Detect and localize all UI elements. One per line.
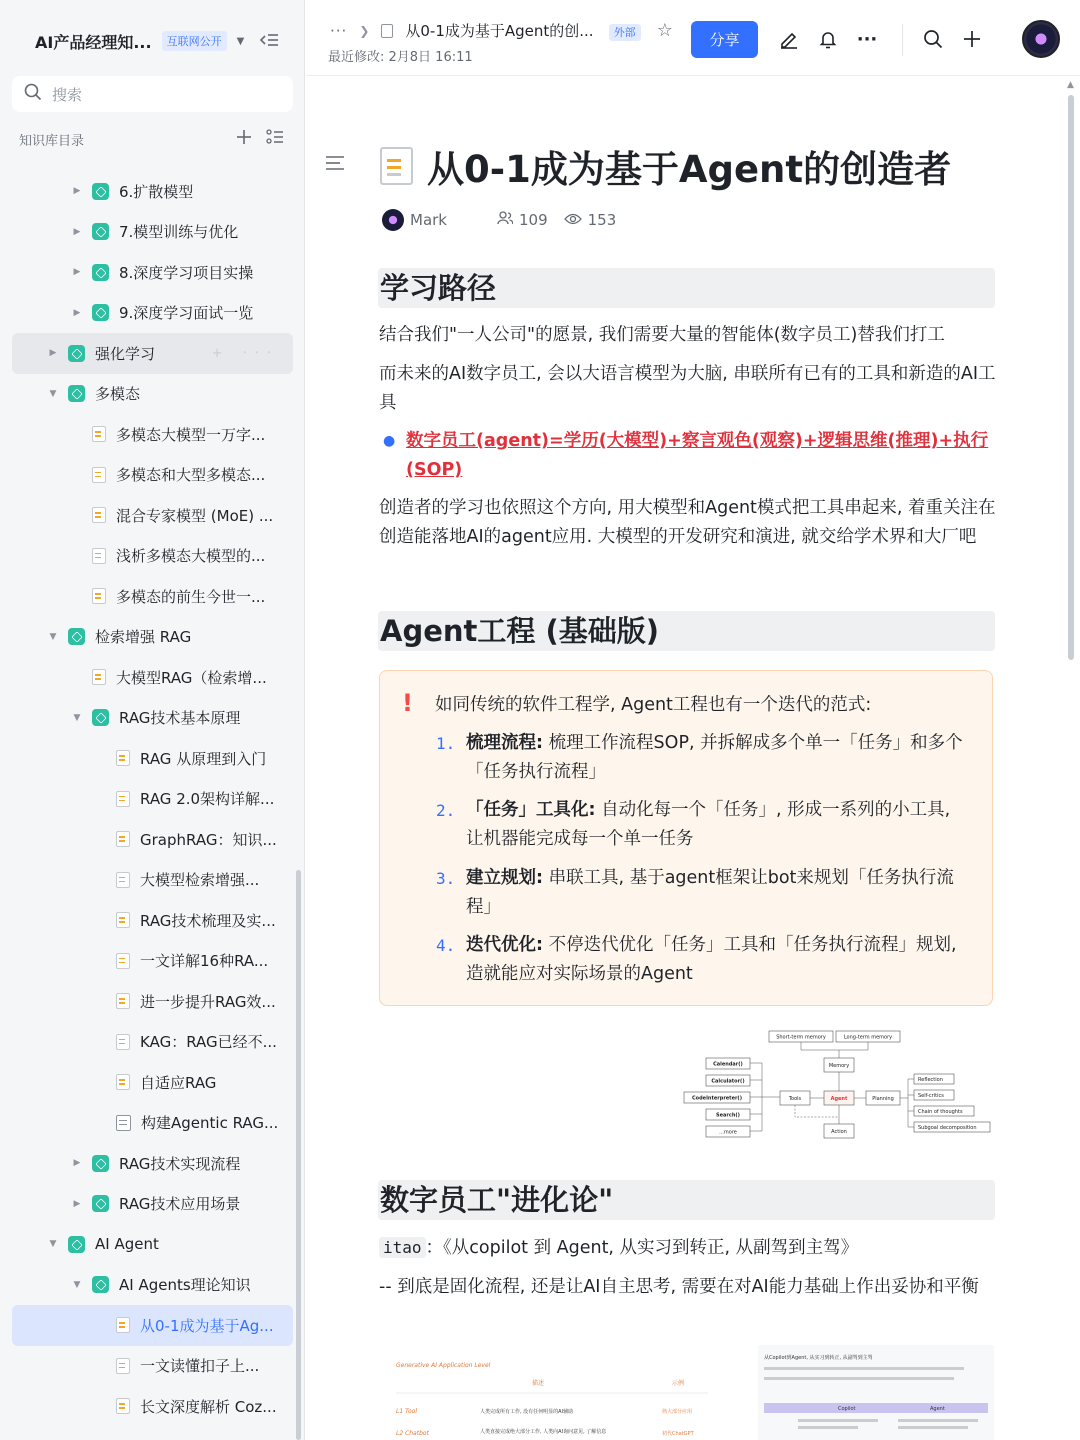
document-icon xyxy=(92,467,106,483)
author-avatar[interactable] xyxy=(382,209,404,231)
callout-intro: 如同传统的软件工程学, Agent工程也有一个迭代的范式: xyxy=(435,695,872,715)
wiki-folder-icon xyxy=(68,385,85,402)
sidebar-item-label: 进一步提升RAG效... xyxy=(140,992,276,1011)
toolbar-divider xyxy=(902,24,903,56)
sidebar-item[interactable] xyxy=(12,1103,293,1144)
diagram-label: Reflection xyxy=(918,1077,943,1083)
search-input[interactable]: 搜索 xyxy=(52,85,83,104)
directory-title: 知识库目录 xyxy=(19,133,85,149)
step-title: 迭代优化: xyxy=(466,935,543,955)
sidebar-item[interactable] xyxy=(12,698,293,739)
likes-icon xyxy=(497,211,513,229)
star-icon[interactable]: ☆ xyxy=(656,20,673,41)
edit-icon[interactable] xyxy=(778,28,800,50)
directory-header xyxy=(19,128,284,150)
sidebar-item-label: RAG技术实现流程 xyxy=(119,1154,241,1173)
sidebar-item-label: RAG 2.0架构详解... xyxy=(140,790,275,809)
document-icon xyxy=(116,791,130,807)
sidebar-item[interactable] xyxy=(12,1143,293,1184)
diagram-label: Memory xyxy=(828,1063,850,1069)
paragraph: 而未来的AI数字员工, 会以大语言模型为大脑, 串联所有已有的工具和新造的AI工具 xyxy=(379,364,996,413)
sidebar-item[interactable] xyxy=(12,981,293,1022)
more-icon[interactable]: ··· xyxy=(856,28,878,50)
bullet-item xyxy=(379,427,996,485)
sidebar-item[interactable] xyxy=(12,1346,293,1387)
caret-right-icon[interactable]: ▶ xyxy=(49,348,57,359)
eye-icon xyxy=(564,211,582,229)
diagram-label: Subgoal decomposition xyxy=(918,1125,977,1131)
sidebar-item-label: 强化学习 xyxy=(95,344,156,363)
sidebar-scrollbar[interactable] xyxy=(296,870,301,1440)
breadcrumb-doc-title[interactable]: 从0-1成为基于Agent的创... xyxy=(405,22,594,40)
sidebar-item-label: RAG技术梳理及实... xyxy=(140,911,276,930)
step-text: 自动化每一个「任务」, 形成一系列的小工具, 让机器能完成每一个单一任务 xyxy=(466,800,951,849)
sidebar-item-label: 6.扩散模型 xyxy=(119,182,194,201)
sidebar-item-label: 从0-1成为基于Ag... xyxy=(140,1316,274,1335)
sidebar-item[interactable] xyxy=(12,1265,293,1306)
image-text: 人类完成所有工作, 没有任何明显的AI辅助 xyxy=(480,1409,574,1415)
search-icon xyxy=(24,83,42,105)
document-scrollbar[interactable] xyxy=(1068,95,1074,660)
sidebar-item-label: AI Agents理论知识 xyxy=(119,1276,251,1295)
sidebar-item-label: RAG技术应用场景 xyxy=(119,1195,241,1214)
sidebar-item[interactable] xyxy=(12,941,293,982)
user-avatar[interactable] xyxy=(1022,20,1060,58)
sidebar-item[interactable] xyxy=(12,1224,293,1265)
document-icon xyxy=(116,1317,130,1333)
sidebar-item-label: AI Agent xyxy=(95,1235,159,1254)
views-count: 153 xyxy=(587,211,617,229)
sidebar-item[interactable] xyxy=(12,1062,293,1103)
image-text: 初代ChatGPT xyxy=(662,1431,694,1437)
diagram-label: Calendar() xyxy=(713,1061,743,1068)
list-number: 1. xyxy=(436,734,456,753)
document-icon xyxy=(116,750,130,766)
document-icon xyxy=(92,426,106,442)
share-button[interactable]: 分享 xyxy=(691,21,758,58)
wiki-folder-icon xyxy=(92,264,109,281)
sidebar-item[interactable] xyxy=(12,536,293,577)
document-icon xyxy=(116,993,130,1009)
caret-right-icon[interactable]: ▶ xyxy=(73,307,81,318)
knowledge-base-header[interactable] xyxy=(35,28,244,54)
paragraph: -- 到底是固化流程, 还是让AI自主思考, 需要在对AI能力基础上作出妥协和平衡 xyxy=(379,1277,979,1297)
step-title: 梳理流程: xyxy=(466,733,543,753)
caret-right-icon[interactable]: ▶ xyxy=(73,1158,81,1169)
public-badge: 互联网公开 xyxy=(162,31,227,51)
paragraph: 创造者的学习也依照这个方向, 用大模型和Agent模式把工具串起来, 着重关注在创造能落地AI的agent应用. 大模型的开发研究和演进, 就交给学术界和大厂吧 xyxy=(379,498,996,547)
paragraph: 结合我们"一人公司"的愿景, 我们需要大量的智能体(数字员工)替我们打工 xyxy=(379,325,945,345)
sidebar-item-label: RAG技术基本原理 xyxy=(119,709,241,728)
knowledge-base-title[interactable]: AI产品经理知... xyxy=(35,32,152,52)
outline-list-icon[interactable] xyxy=(266,129,284,149)
wiki-folder-icon xyxy=(68,628,85,645)
item-actions-icon[interactable]: + ··· xyxy=(211,345,279,361)
sidebar-item-label: 9.深度学习面试一览 xyxy=(119,304,254,323)
sidebar-item-label: 多模态 xyxy=(95,385,141,404)
sidebar-item[interactable] xyxy=(12,171,293,212)
breadcrumb xyxy=(330,20,673,41)
document-body xyxy=(306,77,1066,1440)
sidebar-item-label: GraphRAG：知识... xyxy=(140,830,277,849)
sidebar-item[interactable] xyxy=(12,657,293,698)
list-item xyxy=(436,729,971,787)
diagram-label: Self-critics xyxy=(918,1093,944,1099)
wiki-folder-icon xyxy=(92,709,109,726)
list-item xyxy=(436,931,971,989)
document-icon xyxy=(116,1398,130,1414)
image-text: Agent xyxy=(930,1406,945,1412)
sidebar-item-label: 检索增强 RAG xyxy=(95,628,192,647)
outline-icon[interactable] xyxy=(326,155,344,174)
sidebar-item-label: 多模态和大型多模态... xyxy=(116,466,266,485)
sidebar-item[interactable] xyxy=(12,1305,293,1346)
sidebar-item-label: 大模型检索增强... xyxy=(140,871,260,890)
image-text: 示例 xyxy=(672,1380,685,1387)
wiki-folder-icon xyxy=(92,223,109,240)
sidebar-item[interactable] xyxy=(12,1184,293,1225)
sidebar-item-label: RAG 从原理到入门 xyxy=(140,749,267,768)
wiki-folder-icon xyxy=(92,183,109,200)
sidebar-item-label: 7.模型训练与优化 xyxy=(119,223,239,242)
external-badge: 外部 xyxy=(609,24,641,41)
image-text: 描述 xyxy=(532,1380,545,1387)
document-icon xyxy=(380,147,413,185)
sidebar-item-label: 一文读懂扣子上... xyxy=(140,1357,260,1376)
sidebar-item-label: 自适应RAG xyxy=(140,1073,217,1092)
diagram-label: CodeInterpreter() xyxy=(692,1095,742,1102)
sidebar-item-label: 一文详解16种RA... xyxy=(140,952,269,971)
quote-text: ：《从copilot 到 Agent, 从实习到转正, 从副驾到主驾》 xyxy=(425,1238,859,1258)
scroll-up-icon[interactable]: ▲ xyxy=(1067,80,1074,90)
wiki-folder-icon xyxy=(92,304,109,321)
sidebar-item[interactable] xyxy=(12,455,293,496)
author-name[interactable]: Mark xyxy=(410,211,447,229)
breadcrumb-more[interactable]: ··· xyxy=(330,21,348,40)
sidebar-item[interactable] xyxy=(12,293,293,334)
sidebar-item[interactable] xyxy=(12,779,293,820)
section-heading: 学习路径 xyxy=(378,268,995,308)
directory-tree xyxy=(12,171,293,1427)
diagram-label: ...more xyxy=(719,1129,737,1136)
sidebar-item[interactable] xyxy=(12,576,293,617)
quote-line xyxy=(379,1233,996,1263)
diagram-label: Chain of thoughts xyxy=(918,1109,963,1115)
diagram-label: Action xyxy=(831,1129,847,1135)
sidebar-item[interactable] xyxy=(12,374,293,415)
sidebar-item[interactable] xyxy=(12,212,293,253)
wiki-folder-icon xyxy=(92,1155,109,1172)
search-icon[interactable] xyxy=(922,28,944,50)
document-icon xyxy=(116,872,130,888)
sidebar-item-label: 浅析多模态大模型的... xyxy=(116,547,266,566)
document-icon xyxy=(116,1115,131,1131)
list-item xyxy=(436,796,971,854)
document-meta xyxy=(382,209,616,231)
diagram-label: Planning xyxy=(872,1096,894,1102)
sidebar-item[interactable] xyxy=(12,1386,293,1427)
image-text: L2 Chatbot xyxy=(396,1430,429,1437)
diagram-label: Search() xyxy=(716,1112,740,1119)
chevron-down-icon[interactable]: ▼ xyxy=(236,35,245,47)
sidebar-item-label: 混合专家模型 (MoE) ... xyxy=(116,506,274,525)
list-item xyxy=(436,864,971,922)
diagram-label: Short-term memory xyxy=(776,1034,826,1041)
image-text: 从Copilot到Agent, 从实习到转正, 从副驾到主驾 xyxy=(764,1355,873,1361)
image-text: 熟大部分应用 xyxy=(662,1409,693,1415)
sidebar-item-label: 长文深度解析 Coz... xyxy=(140,1397,277,1416)
caret-right-icon[interactable]: ▶ xyxy=(73,267,81,278)
search-box[interactable] xyxy=(12,76,293,112)
document-icon xyxy=(116,831,130,847)
document-icon xyxy=(116,953,130,969)
list-number: 3. xyxy=(436,869,456,888)
diagram-label: Long-term memory xyxy=(843,1034,893,1041)
document-title-row xyxy=(380,139,951,193)
document-icon xyxy=(92,548,106,564)
caret-right-icon[interactable]: ▶ xyxy=(73,186,81,197)
image-text: 人类直接完成绝大部分工作, 人类向AI询问意见, 了解信息 xyxy=(480,1429,607,1435)
image-text: Copilot xyxy=(838,1406,856,1412)
likes-count: 109 xyxy=(519,211,548,229)
last-modified: 最近修改: 2月8日 16:11 xyxy=(328,50,473,65)
document-icon xyxy=(116,1034,130,1050)
inline-code: itao xyxy=(379,1237,426,1258)
bullet-dot-icon: ● xyxy=(383,433,396,449)
sidebar xyxy=(0,0,305,1440)
image-text: Generative AI Application Level xyxy=(396,1362,491,1369)
page-title: 从0-1成为基于Agent的创造者 xyxy=(427,148,952,191)
sidebar-item[interactable] xyxy=(12,333,293,374)
document-icon xyxy=(381,24,393,38)
step-text: 梳理工作流程SOP, 并拆解成多个单一「任务」和多个「任务执行流程」 xyxy=(466,733,963,782)
bell-icon[interactable] xyxy=(817,28,839,50)
image-text: L1 Tool xyxy=(396,1408,417,1415)
add-icon[interactable] xyxy=(236,129,252,149)
sidebar-item[interactable] xyxy=(12,414,293,455)
sidebar-item[interactable] xyxy=(12,252,293,293)
sidebar-item[interactable] xyxy=(12,1022,293,1063)
sidebar-item[interactable] xyxy=(12,738,293,779)
wiki-folder-icon xyxy=(92,1195,109,1212)
sidebar-item-label: KAG：RAG已经不... xyxy=(140,1033,277,1052)
step-title: 建立规划: xyxy=(466,868,543,888)
wiki-folder-icon xyxy=(92,1276,109,1293)
plus-icon[interactable] xyxy=(961,28,983,50)
caret-down-icon[interactable]: ▼ xyxy=(73,712,81,723)
sidebar-item[interactable] xyxy=(12,495,293,536)
diagram-label: Agent xyxy=(830,1096,848,1102)
caret-down-icon[interactable]: ▼ xyxy=(49,631,57,642)
sidebar-item[interactable] xyxy=(12,900,293,941)
list-number: 2. xyxy=(436,801,456,820)
agent-architecture-diagram[interactable] xyxy=(676,1025,996,1145)
document-icon xyxy=(92,669,106,685)
section-heading: Agent工程 (基础版) xyxy=(378,611,995,651)
step-text: 串联工具, 基于agent框架让bot来规划「任务执行流程」 xyxy=(466,868,954,917)
wiki-folder-icon xyxy=(68,345,85,362)
highlighted-formula: 数字员工(agent)=学历(大模型)+察言观色(观察)+逻辑思维(推理)+执行(SOP) xyxy=(406,431,989,480)
caret-right-icon[interactable]: ▶ xyxy=(73,1198,81,1209)
document-icon xyxy=(92,588,106,604)
sidebar-item[interactable] xyxy=(12,860,293,901)
copilot-agent-comparison-image[interactable] xyxy=(758,1345,994,1440)
document-icon xyxy=(92,507,106,523)
diagram-label: Calculator() xyxy=(711,1078,745,1085)
chevron-right-icon: ❯ xyxy=(359,23,370,38)
caret-right-icon[interactable]: ▶ xyxy=(73,226,81,237)
sidebar-item[interactable] xyxy=(12,617,293,658)
document-icon xyxy=(116,1074,130,1090)
step-title: 「任务」工具化: xyxy=(466,800,596,820)
document-icon xyxy=(116,1358,130,1374)
wiki-folder-icon xyxy=(68,1236,85,1253)
caret-down-icon[interactable]: ▼ xyxy=(49,1239,57,1250)
top-bar xyxy=(306,0,1080,76)
ai-application-level-image[interactable] xyxy=(392,1345,712,1440)
caret-down-icon[interactable]: ▼ xyxy=(49,388,57,399)
sidebar-item[interactable] xyxy=(12,819,293,860)
collapse-sidebar-icon[interactable] xyxy=(258,30,280,50)
sidebar-item-label: 多模态的前生今世一... xyxy=(116,587,266,606)
exclamation-icon: ! xyxy=(402,689,413,717)
caret-down-icon[interactable]: ▼ xyxy=(73,1279,81,1290)
sidebar-item-label: 8.深度学习项目实操 xyxy=(119,263,254,282)
step-text: 不停迭代优化「任务」工具和「任务执行流程」规划, 造就能应对实际场景的Agent xyxy=(466,935,957,984)
list-number: 4. xyxy=(436,936,456,955)
sidebar-item-label: 构建Agentic RAG... xyxy=(141,1114,279,1133)
document-icon xyxy=(116,912,130,928)
sidebar-item-label: 大模型RAG（检索增... xyxy=(116,668,267,687)
section-heading: 数字员工"进化论" xyxy=(378,1180,995,1220)
sidebar-item-label: 多模态大模型一万字... xyxy=(116,425,266,444)
callout-box xyxy=(379,670,993,1006)
diagram-label: Tools xyxy=(788,1096,802,1102)
